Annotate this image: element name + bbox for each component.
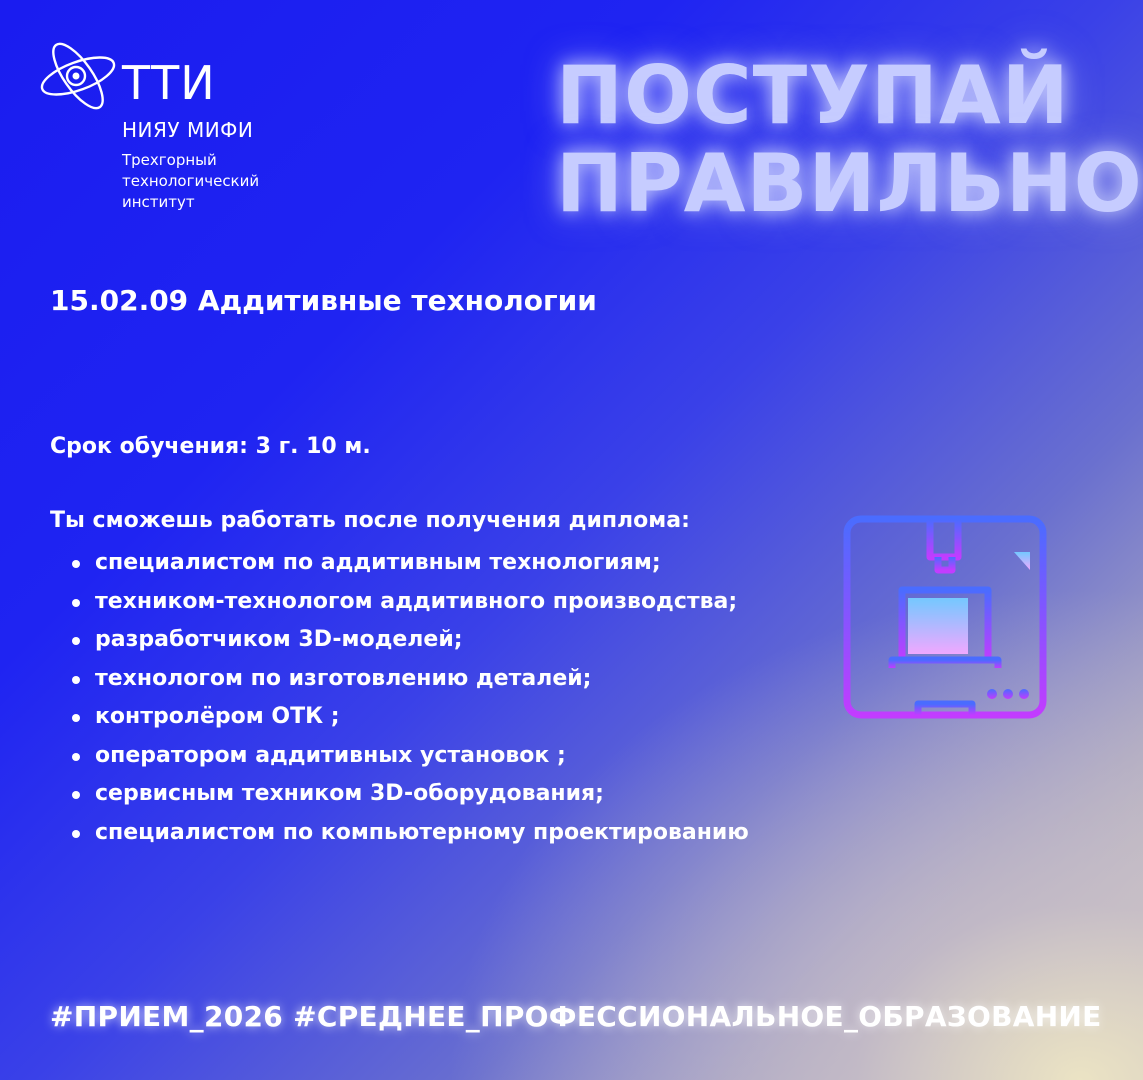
list-item: контролёром ОТК ;	[50, 698, 815, 737]
study-duration: Срок обучения: 3 г. 10 м.	[50, 434, 371, 459]
list-item: технологом по изготовлению деталей;	[50, 660, 815, 699]
3d-printer-icon	[842, 514, 1048, 720]
program-title: 15.02.09 Аддитивные технологии	[50, 284, 597, 317]
institute-logo	[36, 36, 296, 216]
list-item: оператором аддитивных установок ;	[50, 737, 815, 776]
headline	[556, 49, 1143, 230]
logo-description-line: Трехгорный	[122, 151, 217, 169]
logo-abbreviation: ТТИ	[122, 56, 216, 110]
headline-line-2: ПРАВИЛЬНО	[556, 137, 1143, 230]
list-item: сервисным техником 3D-оборудования;	[50, 775, 815, 814]
list-item: специалистом по компьютерному проектированию	[50, 814, 815, 853]
atom-icon	[36, 36, 120, 120]
logo-description-line: технологический	[122, 172, 260, 190]
hashtags: #ПРИЕМ_2026 #СРЕДНЕЕ_ПРОФЕССИОНАЛЬНОЕ_ОБРАЗОВАНИЕ	[50, 1000, 1102, 1033]
logo-university: НИЯУ МИФИ	[122, 118, 254, 142]
logo-description	[122, 150, 302, 213]
headline-line-1: ПОСТУПАЙ	[556, 49, 1070, 142]
list-item: специалистом по аддитивным технологиям;	[50, 544, 815, 583]
logo-description-line: институт	[122, 193, 195, 211]
list-item: разработчиком 3D-моделей;	[50, 621, 815, 660]
list-item: техником-технологом аддитивного производства;	[50, 583, 815, 622]
jobs-title: Ты сможешь работать после получения диплома:	[50, 508, 690, 533]
jobs-list	[50, 544, 815, 852]
